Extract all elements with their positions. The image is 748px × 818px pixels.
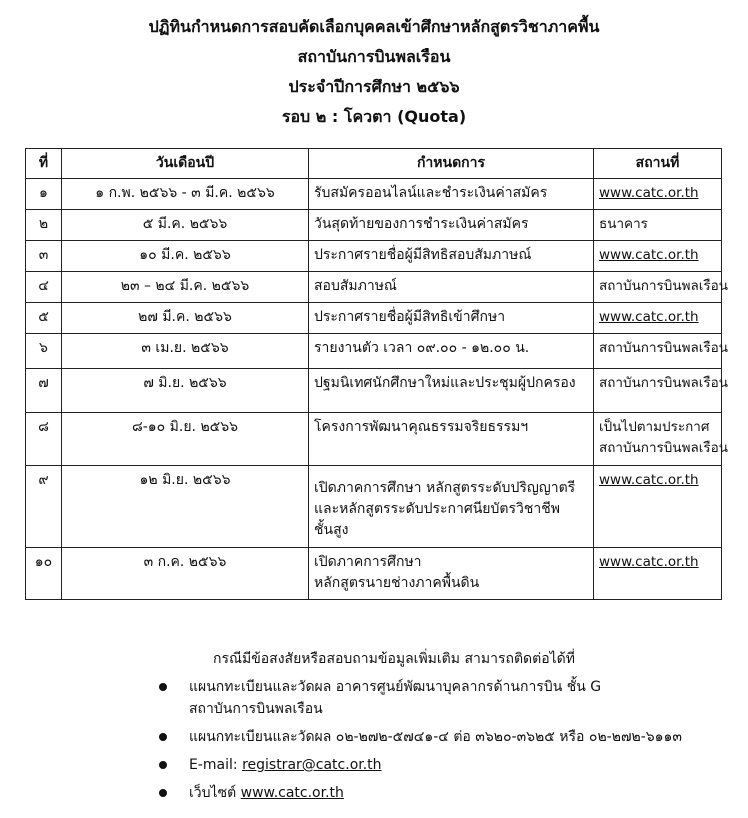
document-title <box>0 12 748 132</box>
row-event: ประกาศรายชื่อผู้มีสิทธิเข้าศึกษา <box>309 303 594 334</box>
row-event <box>309 548 594 600</box>
row-event-line-1: เปิดภาคการศึกษา หลักสูตรระดับปริญญาตรี <box>314 480 576 496</box>
list-item <box>0 726 748 748</box>
table-header-row <box>26 149 722 179</box>
row-place: สถาบันการบินพลเรือน <box>594 334 722 369</box>
row-place-link[interactable] <box>594 303 722 334</box>
table-row <box>26 303 722 334</box>
row-event: วันสุดท้ายของการชำระเงินค่าสมัคร <box>309 210 594 241</box>
row-place-link[interactable] <box>594 241 722 272</box>
row-number: ๑๐ <box>26 548 62 600</box>
website-link[interactable]: www.catc.or.th <box>240 785 344 801</box>
column-header-no: ที่ <box>26 149 62 179</box>
table-row <box>26 369 722 413</box>
row-place-line-1: เป็นไปตามประกาศ <box>599 419 710 435</box>
row-number: ๖ <box>26 334 62 369</box>
row-number: ๘ <box>26 413 62 466</box>
row-number: ๒ <box>26 210 62 241</box>
table-row <box>26 413 722 466</box>
row-number: ๑ <box>26 179 62 210</box>
contact-office-line-2: สถาบันการบินพลเรือน <box>189 701 323 717</box>
contact-intro: กรณีมีข้อสงสัยหรือสอบถามข้อมูลเพิ่มเติม สามารถติดต่อได้ที่ <box>212 651 575 667</box>
column-header-event: กำหนดการ <box>309 149 594 179</box>
row-date: ๒๓ – ๒๔ มี.ค. ๒๕๖๖ <box>62 272 309 303</box>
row-event-line-2: และหลักสูตรระดับประกาศนียบัตรวิชาชีพ <box>314 501 560 517</box>
contact-office-line-1: แผนกทะเบียนและวัดผล อาคารศูนย์พัฒนาบุคลากรด้านการบิน ชั้น G <box>189 679 602 695</box>
row-place: สถาบันการบินพลเรือน <box>594 272 722 303</box>
row-place-line-2: สถาบันการบินพลเรือน <box>599 440 728 456</box>
table-row <box>26 241 722 272</box>
bullet-icon <box>159 761 167 769</box>
row-event: รับสมัครออนไลน์และชำระเงินค่าสมัคร <box>309 179 594 210</box>
row-date: ๘-๑๐ มิ.ย. ๒๕๖๖ <box>62 413 309 466</box>
row-date: ๕ มี.ค. ๒๕๖๖ <box>62 210 309 241</box>
row-place-link[interactable] <box>594 466 722 548</box>
bullet-icon <box>159 789 167 797</box>
row-place <box>594 413 728 466</box>
row-place: ธนาคาร <box>594 210 722 241</box>
column-header-place: สถานที่ <box>594 149 722 179</box>
row-number: ๕ <box>26 303 62 334</box>
row-place-link[interactable] <box>594 548 722 600</box>
row-number: ๗ <box>26 369 62 413</box>
website-link[interactable]: www.catc.or.th <box>599 309 699 325</box>
row-event-line-1: เปิดภาคการศึกษา <box>314 554 422 570</box>
row-event-line-3: ชั้นสูง <box>314 522 349 538</box>
title-line-3: ประจำปีการศึกษา ๒๕๖๖ <box>288 77 460 96</box>
email-link[interactable]: registrar@catc.or.th <box>242 757 382 773</box>
website-link[interactable]: www.catc.or.th <box>599 185 699 201</box>
email-label: E-mail: <box>189 757 243 773</box>
table-row <box>26 334 722 369</box>
schedule-table <box>25 148 728 600</box>
column-header-date: วันเดือนปี <box>62 149 309 179</box>
row-number: ๓ <box>26 241 62 272</box>
row-date: ๑ ก.พ. ๒๕๖๖ - ๓ มี.ค. ๒๕๖๖ <box>62 179 309 210</box>
bullet-icon <box>159 683 167 691</box>
contact-section <box>0 648 748 810</box>
contact-phone: แผนกทะเบียนและวัดผล ๐๒-๒๗๒-๕๗๔๑-๔ ต่อ ๓๖๒๐-๓๖๒๕ หรือ ๐๒-๒๗๒-๖๑๑๓ <box>189 729 683 745</box>
list-item <box>0 782 748 804</box>
website-link[interactable]: www.catc.or.th <box>599 554 699 570</box>
table-row <box>26 179 722 210</box>
row-event <box>309 466 594 548</box>
row-date: ๒๗ มี.ค. ๒๕๖๖ <box>62 303 309 334</box>
title-line-1: ปฏิทินกำหนดการสอบคัดเลือกบุคคลเข้าศึกษาหลักสูตรวิชาภาคพื้น <box>148 17 600 36</box>
title-line-4: รอบ ๒ : โควตา (Quota) <box>281 107 467 126</box>
row-date: ๗ มิ.ย. ๒๕๖๖ <box>62 369 309 413</box>
contact-list <box>0 676 748 804</box>
table-row <box>26 272 722 303</box>
row-number: ๔ <box>26 272 62 303</box>
row-date: ๑๒ มิ.ย. ๒๕๖๖ <box>62 466 309 548</box>
row-event: รายงานตัว เวลา ๐๙.๐๐ - ๑๒.๐๐ น. <box>309 334 594 369</box>
row-event: ปฐมนิเทศนักศึกษาใหม่และประชุมผู้ปกครอง <box>309 369 594 413</box>
website-link[interactable]: www.catc.or.th <box>599 472 699 488</box>
row-date: ๓ เม.ย. ๒๕๖๖ <box>62 334 309 369</box>
table-row <box>26 210 722 241</box>
table-row <box>26 548 722 600</box>
row-place-link[interactable] <box>594 179 722 210</box>
row-event: โครงการพัฒนาคุณธรรมจริยธรรมฯ <box>309 413 594 466</box>
title-line-2: สถาบันการบินพลเรือน <box>297 47 451 66</box>
table-row <box>26 466 722 548</box>
bullet-icon <box>159 733 167 741</box>
row-date: ๑๐ มี.ค. ๒๕๖๖ <box>62 241 309 272</box>
row-place: สถาบันการบินพลเรือน <box>594 369 722 413</box>
row-event: ประกาศรายชื่อผู้มีสิทธิสอบสัมภาษณ์ <box>309 241 594 272</box>
row-date: ๓ ก.ค. ๒๕๖๖ <box>62 548 309 600</box>
row-number: ๙ <box>26 466 62 548</box>
row-event-line-2: หลักสูตรนายช่างภาคพื้นดิน <box>314 575 480 591</box>
website-label: เว็บไซต์ <box>189 785 241 801</box>
website-link[interactable]: www.catc.or.th <box>599 247 699 263</box>
list-item <box>0 676 748 720</box>
list-item <box>0 754 748 776</box>
row-event: สอบสัมภาษณ์ <box>309 272 594 303</box>
